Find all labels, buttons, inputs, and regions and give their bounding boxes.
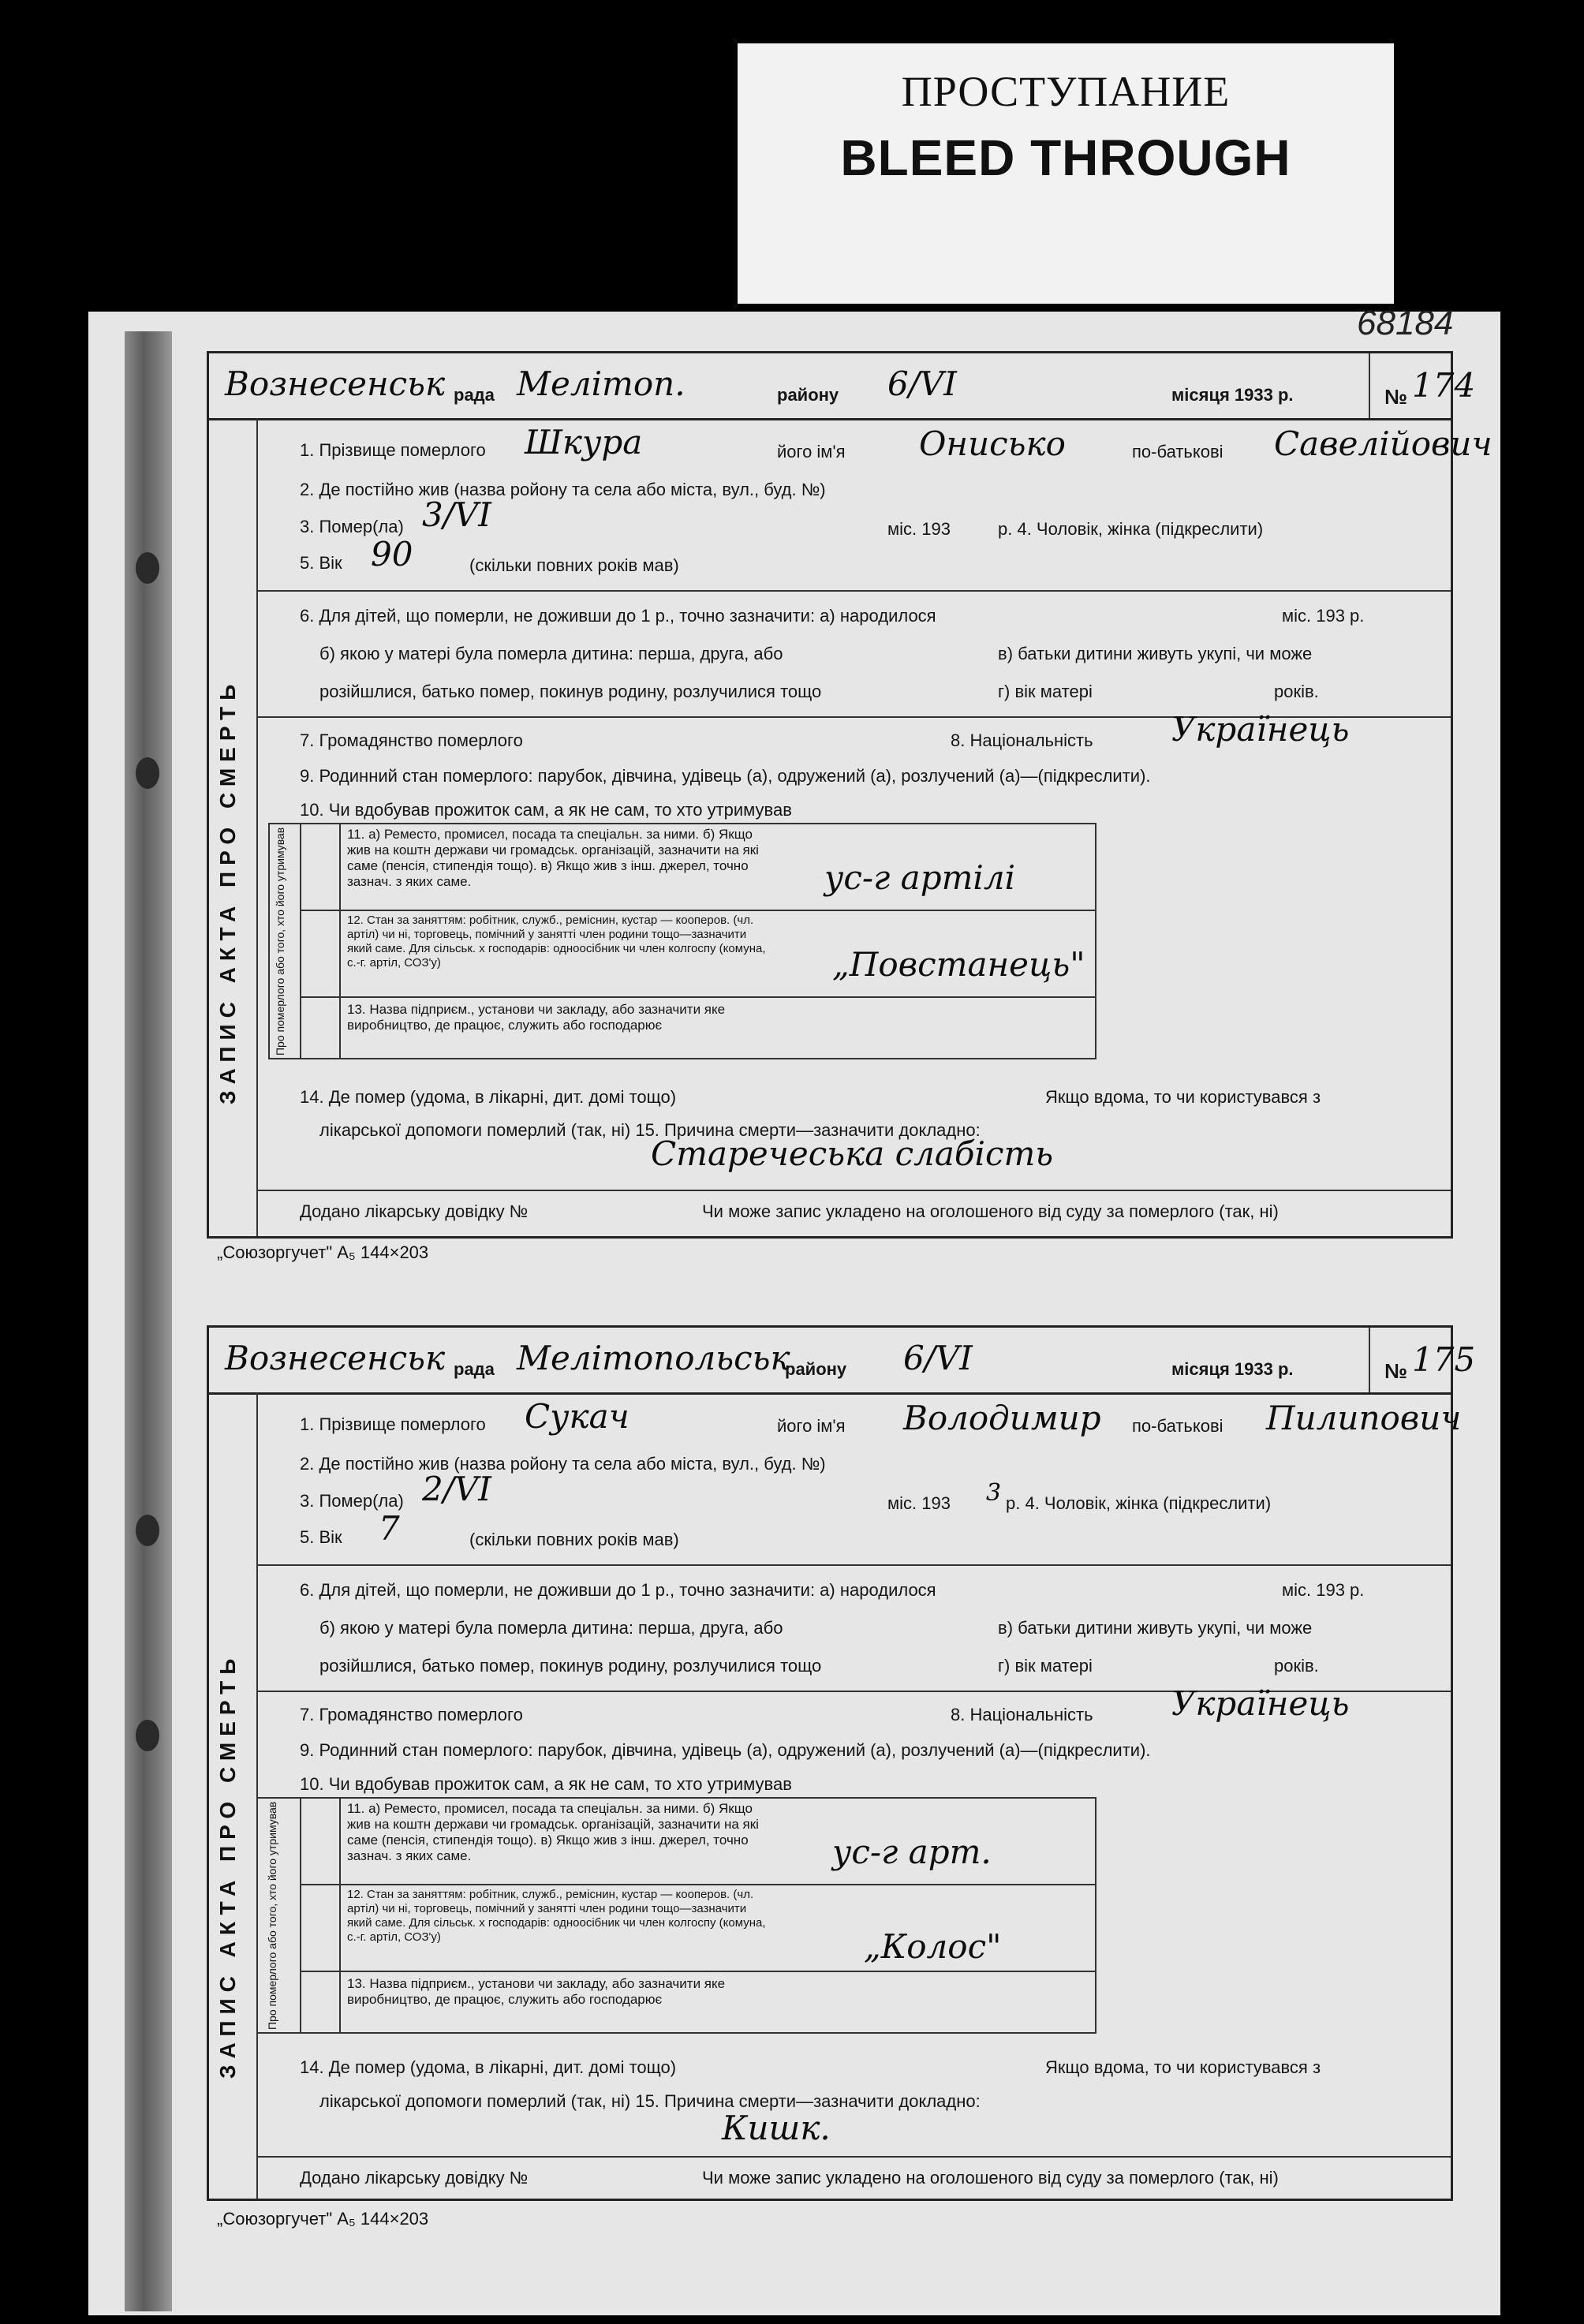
occupation-side-note: Про померлого або того, хто його утримував xyxy=(266,1801,278,2030)
binding-hole xyxy=(136,757,159,789)
date-died: 3/VI xyxy=(422,495,491,534)
divider xyxy=(256,1190,1451,1191)
first-name-label: його ім'я xyxy=(777,442,846,461)
rada-name: Мелітоп. xyxy=(517,364,686,403)
binding-spine xyxy=(125,331,172,2311)
notice-line-russian: ПРОСТУПАНИЕ xyxy=(901,68,1231,115)
field-6b-label: б) якою у матері була померла дитина: перша, друга, або xyxy=(319,644,783,663)
divider xyxy=(256,1564,1451,1566)
field-16-label: Додано лікарську довідку № xyxy=(300,2168,529,2188)
raion-label: району xyxy=(785,1359,847,1379)
field-14-right: Якщо вдома, то чи користувався з xyxy=(1045,1087,1321,1107)
surname: Сукач xyxy=(525,1397,629,1436)
year-died: 3 xyxy=(986,1479,1002,1507)
occupation: ус-г арт. xyxy=(832,1833,992,1871)
field-6b-right: в) батьки дитини живуть укупі, чи може xyxy=(998,644,1313,663)
field-6c-label: розійшлися, батько помер, покинув родину, розлучилися тощо xyxy=(319,682,822,701)
field-8-label: 8. Національність xyxy=(951,1705,1093,1724)
patronymic-label: по-батькові xyxy=(1132,442,1223,461)
first-name: Онисько xyxy=(919,424,1066,463)
field-6a-label: 6. Для дітей, що померли, не доживши до 1 р., точно зазначити: а) народилося xyxy=(300,606,936,626)
field-6c-mother-age: г) вік матері xyxy=(998,1656,1093,1676)
field-13-label: 13. Назва підприєм., установи чи закладу, або зазначити яке виробництво, де працює, служить або господарює xyxy=(347,1002,726,1033)
occupation-side-divider xyxy=(300,823,301,1059)
field-10-label: 10. Чи вдобував прожиток сам, а як не сам, то хто утримував xyxy=(300,1774,792,1794)
field-1-label: 1. Прізвище померлого xyxy=(300,1414,486,1434)
record-number: 174 xyxy=(1412,366,1476,405)
place-name: Вознесенськ xyxy=(225,364,446,403)
row-divider xyxy=(300,996,1096,998)
field-3-month: міс. 193 xyxy=(887,519,951,539)
field-13-label: 13. Назва підприєм., установи чи закладу, або зазначити яке виробництво, де працює, служить або господарює xyxy=(347,1976,726,2007)
workplace: „Повстанець" xyxy=(832,945,1085,984)
field-16-label: Додано лікарську довідку № xyxy=(300,1201,529,1221)
number-label: № xyxy=(1384,385,1407,409)
raion-label: району xyxy=(777,385,839,405)
field-12-label: 12. Стан за заняттям: робітник, служб., реміснин, кустар — кооперов. (чл. артіл) чи ні, торговець, помічний у занятті член родини тощо—зазначити який саме. Для сільськ. х господарів: одноосібник чи член колгоспу (комуна, с.-г. артіл, СОЗ'у) xyxy=(347,914,766,970)
first-name-label: його ім'я xyxy=(777,1416,846,1436)
row-divider xyxy=(300,1884,1096,1885)
nationality: Українець xyxy=(1171,710,1350,749)
notice-line-english: BLEED THROUGH xyxy=(840,129,1291,186)
field-14-right: Якщо вдома, то чи користувався з xyxy=(1045,2057,1321,2077)
field-3-label: 3. Помер(ла) xyxy=(300,1491,404,1511)
field-9-label: 9. Родинний стан померлого: парубок, дівчина, удівець (а), одружений (а), розлучений (а)—(підкреслити). xyxy=(300,1740,1151,1760)
number-box-divider xyxy=(1369,1328,1370,1392)
field-3-4-label: р. 4. Чоловік, жінка (підкреслити) xyxy=(998,519,1264,539)
sidebar xyxy=(209,418,258,1236)
nationality: Українець xyxy=(1171,1684,1350,1723)
printer-imprint: „Союзоргучет" А₅ 144×203 xyxy=(217,1242,429,1262)
workplace: „Колос" xyxy=(864,1927,1002,1966)
field-12-label: 12. Стан за заняттям: робітник, служб., реміснин, кустар — кооперов. (чл. артіл) чи ні, торговець, помічний у занятті член родини тощо—зазначити який саме. Для сільськ. х господарів: одноосібник чи член колгоспу (комуна, с.-г. артіл, СОЗ'у) xyxy=(347,1888,766,1944)
field-6c-mother-age: г) вік матері xyxy=(998,682,1093,701)
num-col-divider xyxy=(339,1797,341,2034)
field-15-label: лікарської допомоги померлий (так, ні) 15. Причина смерти—зазначити докладно: xyxy=(319,1120,981,1140)
row-divider xyxy=(300,910,1096,911)
surname: Шкура xyxy=(525,423,643,461)
month-label: місяця 1933 р. xyxy=(1171,385,1294,405)
death-record-form-2 xyxy=(207,1325,1476,2201)
header-divider xyxy=(209,418,1451,420)
row-divider xyxy=(300,1971,1096,1972)
record-day: 6/VI xyxy=(887,364,957,403)
field-6b-label: б) якою у матері була померла дитина: перша, друга, або xyxy=(319,1618,783,1638)
field-15-label: лікарської допомоги померлий (так, ні) 15. Причина смерти—зазначити докладно: xyxy=(319,2091,981,2111)
field-7-label: 7. Громадянство померлого xyxy=(300,730,523,750)
death-record-form-1 xyxy=(207,351,1492,1239)
rada-label: рада xyxy=(454,385,495,405)
field-11-label: 11. а) Реместо, промисел, посада та спеціальн. за ними. б) Якщо жив на коштн держави чи громадськ. організацій, зазначити на які саме (пенсія, стипендія тощо). в) Якщо жив з інш. джерел, точно зазнач. з яких саме. xyxy=(347,827,759,889)
date-died: 2/VI xyxy=(422,1470,491,1508)
binding-hole xyxy=(136,552,159,584)
first-name: Володимир xyxy=(903,1399,1101,1437)
cause-of-death: Старечеська слабість xyxy=(651,1134,1054,1173)
patronymic: Пилипович xyxy=(1266,1399,1462,1437)
field-5-note: (скільки повних років мав) xyxy=(469,1530,679,1549)
age: 90 xyxy=(371,535,413,574)
field-6a-date: міс. 193 р. xyxy=(1282,1580,1365,1600)
binding-hole xyxy=(136,1515,159,1546)
field-6a-label: 6. Для дітей, що померли, не доживши до 1 р., точно зазначити: а) народилося xyxy=(300,1580,936,1600)
sidebar-title: ЗАПИС АКТА ПРО СМЕРТЬ xyxy=(215,678,240,1105)
num-col-divider xyxy=(339,823,341,1059)
rada-name: Мелітопольськ xyxy=(517,1339,790,1377)
occupation: ус-г артілі xyxy=(824,858,1016,897)
rada-label: рада xyxy=(454,1359,495,1379)
field-6b-right: в) батьки дитини живуть укупі, чи може xyxy=(998,1618,1313,1638)
field-10-label: 10. Чи вдобував прожиток сам, а як не сам, то хто утримував xyxy=(300,800,792,820)
binding-hole xyxy=(136,1720,159,1751)
field-5-label: 5. Вік xyxy=(300,1527,342,1547)
field-3-4-label: р. 4. Чоловік, жінка (підкреслити) xyxy=(1006,1493,1272,1513)
field-6a-date: міс. 193 р. xyxy=(1282,606,1365,626)
field-11-label: 11. а) Реместо, промисел, посада та спеціальн. за ними. б) Якщо жив на коштн держави чи громадськ. організацій, зазначити на які саме (пенсія, стипендія тощо). в) Якщо жив з інш. джерел, точно зазнач. з яких саме. xyxy=(347,1801,759,1863)
patronymic-label: по-батькові xyxy=(1132,1416,1223,1436)
patronymic: Савелійович xyxy=(1274,424,1492,463)
cause-of-death: Кишк. xyxy=(722,2109,831,2147)
field-6c-end: років. xyxy=(1274,682,1319,701)
divider xyxy=(256,2156,1451,2158)
field-5-label: 5. Вік xyxy=(300,553,342,573)
field-7-label: 7. Громадянство померлого xyxy=(300,1705,523,1724)
printer-imprint: „Союзоргучет" А₅ 144×203 xyxy=(217,2209,429,2229)
field-6c-end: років. xyxy=(1274,1656,1319,1676)
field-5-note: (скільки повних років мав) xyxy=(469,555,679,575)
record-number: 175 xyxy=(1412,1340,1476,1379)
field-2-label: 2. Де постійно жив (назва ройону та села або міста, вул., буд. №) xyxy=(300,1454,826,1474)
field-2-label: 2. Де постійно жив (назва ройону та села або міста, вул., буд. №) xyxy=(300,480,826,499)
field-3-label: 3. Помер(ла) xyxy=(300,517,404,536)
occupation-side-note: Про померлого або того, хто його утримував xyxy=(274,827,286,1056)
field-14-label: 14. Де помер (удома, в лікарні, дит. домі тощо) xyxy=(300,2057,677,2077)
divider xyxy=(256,590,1451,592)
field-8-label: 8. Національність xyxy=(951,730,1093,750)
archive-sheet-number: 68184 xyxy=(1357,304,1454,342)
field-1-label: 1. Прізвище померлого xyxy=(300,440,486,460)
occupation-side-divider xyxy=(300,1797,301,2034)
age: 7 xyxy=(379,1509,400,1548)
sidebar xyxy=(209,1392,258,2199)
number-label: № xyxy=(1384,1359,1407,1383)
place-name: Вознесенськ xyxy=(225,1339,446,1377)
month-label: місяця 1933 р. xyxy=(1171,1359,1294,1379)
header-divider xyxy=(209,1392,1451,1395)
sidebar-title: ЗАПИС АКТА ПРО СМЕРТЬ xyxy=(215,1652,240,2079)
number-box-divider xyxy=(1369,353,1370,418)
field-6c-label: розійшлися, батько помер, покинув родину, розлучилися тощо xyxy=(319,1656,822,1676)
field-14-label: 14. Де помер (удома, в лікарні, дит. домі тощо) xyxy=(300,1087,677,1107)
field-16-right: Чи може запис укладено на оголошеного від суду за померлого (так, ні) xyxy=(702,2168,1279,2188)
field-16-right: Чи може запис укладено на оголошеного від суду за померлого (так, ні) xyxy=(702,1201,1279,1221)
bleed-through-notice-card xyxy=(738,43,1394,304)
field-9-label: 9. Родинний стан померлого: парубок, дівчина, удівець (а), одружений (а), розлучений (а)—(підкреслити). xyxy=(300,766,1151,786)
record-day: 6/VI xyxy=(903,1339,973,1377)
field-3-month: міс. 193 xyxy=(887,1493,951,1513)
